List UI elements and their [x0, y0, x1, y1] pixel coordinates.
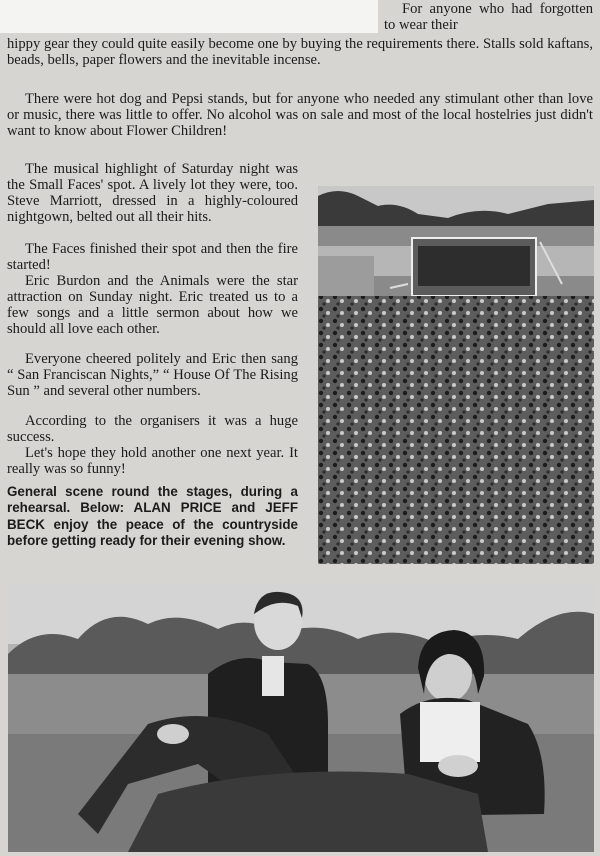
paragraph-organisers: According to the organisers it was a huge success. [7, 413, 298, 445]
paragraph-next-year: Let's hope they hold another one next year. It really was so funny! [7, 445, 298, 477]
blank-corner [0, 0, 378, 33]
photo-caption: General scene round the stages, during a rehearsal. Below: ALAN PRICE and JEFF BECK enjoy the peace of the countryside before getting ready for their evening show. [7, 484, 298, 549]
paragraph-hot-dog-stands: There were hot dog and Pepsi stands, but for anyone who needed any stimulant other than love or music, there was little to offer. No alcohol was on sale and most of the local hostelries just didn't want to know about Flower Children! [7, 91, 593, 139]
paragraph-eric-burdon: Eric Burdon and the Animals were the star attraction on Sunday night. Eric treated us to a few songs and a little sermon about how we should all love each other. [7, 273, 298, 337]
two-men-in-field-photo [8, 584, 594, 852]
festival-crowd-photo [318, 186, 594, 564]
paragraph-cheered: Everyone cheered politely and Eric then sang “ San Franciscan Nights,” “ House Of The Rising Sun ” and several other numbers. [7, 351, 298, 399]
paragraph-hippy-gear-start: For anyone who had forgotten to wear their [384, 1, 593, 33]
paragraph-small-faces: The musical highlight of Saturday night was the Small Faces' spot. A lively lot they were, too. Steve Marriott, dressed in a highly-coloured nightgown, belted out all their hits. [7, 161, 298, 225]
paragraph-fire: The Faces finished their spot and then the fire started! [7, 241, 298, 273]
paragraph-hippy-gear: hippy gear they could quite easily become one by buying the requirements there. Stalls sold kaftans, beads, bells, paper flowers and the inevitable incense. [7, 36, 593, 68]
